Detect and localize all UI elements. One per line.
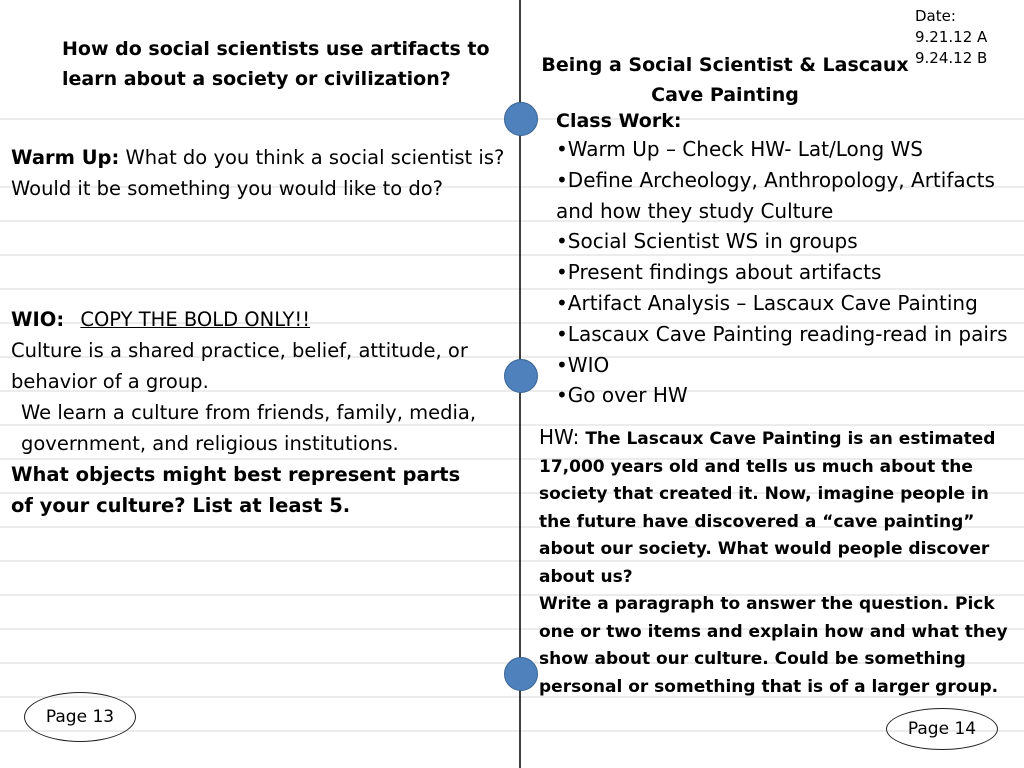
- warm-up-label: Warm Up:: [11, 146, 120, 169]
- classwork-item: •Lascaux Cave Painting reading-read in pairs: [556, 321, 1008, 346]
- lesson-title: Being a Social Scientist & Lascaux Cave Painting: [541, 54, 909, 106]
- date-a: 9.21.12 A: [915, 28, 988, 46]
- binder-ring-bottom: [504, 657, 538, 691]
- classwork-item: •Artifact Analysis – Lascaux Cave Painting: [556, 290, 978, 315]
- wio-definition: Culture is a shared practice, belief, attitude, or behavior of a group.: [11, 339, 468, 393]
- homework-text-1: The Lascaux Cave Painting is an estimated 17,000 years old and tells us much about the society that created it. Now, imagine people in the future have discovered a “cave painting” about our society. What would people discover about us?: [539, 429, 996, 587]
- warm-up-block: [11, 142, 516, 204]
- wio-prompt: What objects might best represent parts of your culture? List at least 5.: [11, 463, 461, 517]
- essential-question: How do social scientists use artifacts to learn about a society or civilization?: [62, 38, 490, 90]
- classwork-list: [556, 134, 1016, 411]
- page-13-label: Page 13: [24, 692, 136, 742]
- homework-block: [539, 424, 1009, 701]
- binder-ring-middle: [504, 359, 538, 393]
- wio-label: WIO:: [11, 308, 65, 331]
- classwork-item: •Define Archeology, Anthropology, Artifacts and how they study Culture: [556, 167, 995, 223]
- classwork-label: Class Work:: [556, 110, 682, 132]
- wio-note: COPY THE BOLD ONLY!!: [80, 308, 311, 331]
- wio-learning: We learn a culture from friends, family, media, government, and religious institutions.: [21, 401, 477, 455]
- warm-up-text: What do you think a social scientist is? Would it be something you would like to do?: [11, 146, 505, 200]
- date-b: 9.24.12 B: [915, 49, 988, 67]
- page-14-label: Page 14: [886, 708, 998, 750]
- homework-text-2: Write a paragraph to answer the question. Pick one or two items and explain how and what they show about our culture. Could be something personal or something that is of a larger group.: [539, 594, 1008, 697]
- wio-heading: [11, 304, 481, 335]
- binder-ring-top: [504, 102, 538, 136]
- classwork-item: •Go over HW: [556, 383, 688, 408]
- date-label: Date:: [915, 7, 956, 25]
- classwork-item: •Social Scientist WS in groups: [556, 229, 858, 254]
- classwork-item: •Warm Up – Check HW- Lat/Long WS: [556, 137, 923, 161]
- classwork-item: •WIO: [556, 352, 610, 377]
- wio-block: [11, 304, 481, 521]
- homework-label: HW:: [539, 425, 580, 449]
- date-block: [915, 6, 987, 69]
- classwork-item: •Present findings about artifacts: [556, 260, 882, 285]
